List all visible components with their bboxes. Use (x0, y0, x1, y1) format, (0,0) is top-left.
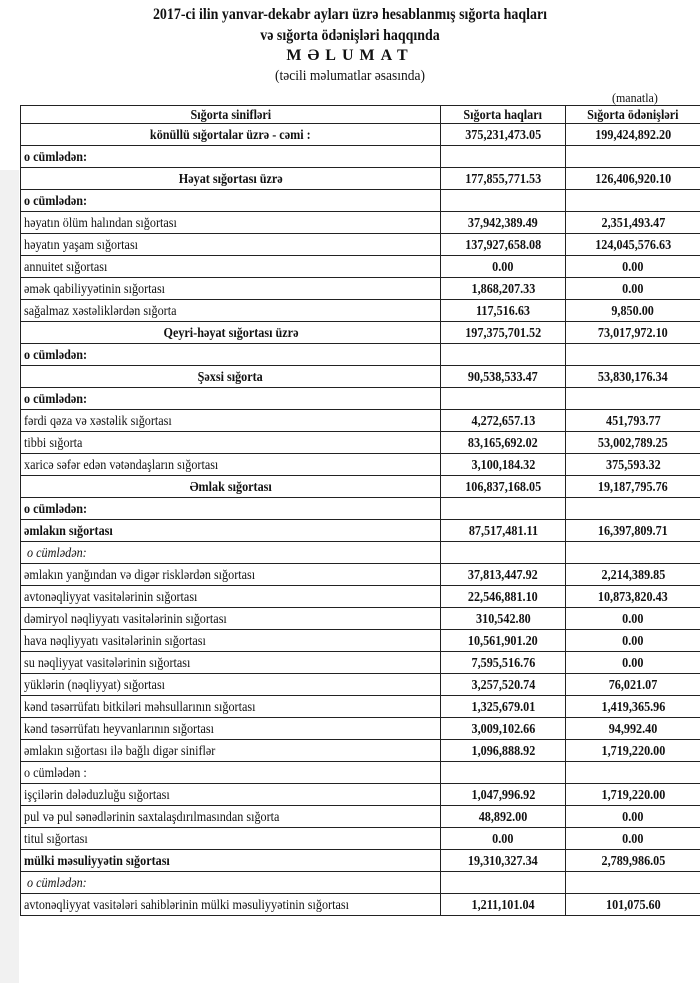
table-row (21, 212, 700, 234)
row-premiums: 37,942,389.49 (441, 212, 566, 234)
row-class-name: həyatın yaşam sığortası (21, 234, 441, 256)
table-row (21, 586, 700, 608)
row-payments: 2,351,493.47 (566, 212, 700, 234)
table-row (21, 718, 700, 740)
row-payments: 19,187,795.76 (566, 476, 700, 498)
row-premiums: 19,310,327.34 (441, 850, 566, 872)
row-payments: 1,719,220.00 (566, 740, 700, 762)
row-payments: 451,793.77 (566, 410, 700, 432)
row-payments: 76,021.07 (566, 674, 700, 696)
table-row (21, 828, 700, 850)
table-row (21, 234, 700, 256)
table-row (21, 674, 700, 696)
subtitle: (təcili məlumatlar əsasında) (275, 68, 425, 84)
row-premiums: 7,595,516.76 (441, 652, 566, 674)
row-class-name: o cümlədən: (21, 498, 441, 520)
table-row (21, 652, 700, 674)
table-row (21, 344, 700, 366)
table-row (21, 542, 700, 564)
row-premiums: 375,231,473.05 (441, 124, 566, 146)
table-row (21, 872, 700, 894)
row-premiums: 1,325,679.01 (441, 696, 566, 718)
row-class-name: su nəqliyyat vasitələrinin sığortası (21, 652, 441, 674)
row-class-name: Qeyri-həyat sığortası üzrə (21, 322, 441, 344)
row-payments (566, 190, 700, 212)
title-line-2: və sığorta ödənişləri haqqında (260, 27, 440, 44)
table-row (21, 696, 700, 718)
row-premiums: 48,892.00 (441, 806, 566, 828)
row-premiums: 106,837,168.05 (441, 476, 566, 498)
row-premiums (441, 762, 566, 784)
column-header-payments: Sığorta ödənişləri (566, 106, 700, 124)
row-payments: 73,017,972.10 (566, 322, 700, 344)
row-payments: 0.00 (566, 278, 700, 300)
row-premiums (441, 388, 566, 410)
row-payments (566, 872, 700, 894)
row-payments: 126,406,920.10 (566, 168, 700, 190)
table-row (21, 388, 700, 410)
table-row (21, 256, 700, 278)
row-class-name: dəmiryol nəqliyyatı vasitələrinin sığortası (21, 608, 441, 630)
row-premiums: 1,096,888.92 (441, 740, 566, 762)
row-payments: 199,424,892.20 (566, 124, 700, 146)
row-class-name: əmlakın sığortası ilə bağlı digər siniflər (21, 740, 441, 762)
row-premiums: 177,855,771.53 (441, 168, 566, 190)
table-row (21, 454, 700, 476)
row-premiums: 90,538,533.47 (441, 366, 566, 388)
row-class-name: titul sığortası (21, 828, 441, 850)
row-premiums (441, 542, 566, 564)
row-class-name: tibbi sığorta (21, 432, 441, 454)
table-row (21, 564, 700, 586)
column-header-premiums: Sığorta haqları (441, 106, 566, 124)
table-row (21, 168, 700, 190)
row-payments: 1,419,365.96 (566, 696, 700, 718)
row-class-name: avtonəqliyyat vasitələri sahiblərinin mülki məsuliyyətinin sığortası (21, 894, 441, 916)
table-row (21, 894, 700, 916)
row-premiums: 1,047,996.92 (441, 784, 566, 806)
row-class-name: xaricə səfər edən vətəndaşların sığortası (21, 454, 441, 476)
row-class-name: avtonəqliyyat vasitələrinin sığortası (21, 586, 441, 608)
row-premiums (441, 498, 566, 520)
title-line-3: MƏLUMAT (286, 47, 414, 64)
row-class-name: işçilərin dələduzluğu sığortası (21, 784, 441, 806)
table-row (21, 366, 700, 388)
row-class-name: o cümlədən: (21, 388, 441, 410)
table-row (21, 300, 700, 322)
table-row (21, 124, 700, 146)
table-row (21, 146, 700, 168)
row-payments: 0.00 (566, 806, 700, 828)
row-class-name: o cümlədən: (21, 190, 441, 212)
table-row (21, 850, 700, 872)
document-header (0, 4, 700, 86)
row-payments: 94,992.40 (566, 718, 700, 740)
row-payments: 0.00 (566, 608, 700, 630)
row-class-name: əmək qabiliyyətinin sığortası (21, 278, 441, 300)
table-body (21, 124, 700, 916)
row-class-name: əmlakın sığortası (21, 520, 441, 542)
row-class-name: o cümlədən: (21, 872, 441, 894)
row-class-name: o cümlədən: (21, 542, 441, 564)
row-payments: 53,830,176.34 (566, 366, 700, 388)
row-premiums (441, 190, 566, 212)
row-premiums (441, 146, 566, 168)
row-class-name: könüllü sığortalar üzrə - cəmi : (21, 124, 441, 146)
row-premiums: 310,542.80 (441, 608, 566, 630)
row-payments: 124,045,576.63 (566, 234, 700, 256)
row-payments (566, 344, 700, 366)
table-row (21, 410, 700, 432)
row-payments (566, 762, 700, 784)
row-payments: 9,850.00 (566, 300, 700, 322)
row-class-name: Həyat sığortası üzrə (21, 168, 441, 190)
row-class-name: kənd təsərrüfatı bitkiləri məhsullarının sığortası (21, 696, 441, 718)
row-premiums: 1,868,207.33 (441, 278, 566, 300)
table-row (21, 322, 700, 344)
row-class-name: o cümlədən: (21, 344, 441, 366)
table-row (21, 476, 700, 498)
left-margin-strip (0, 170, 19, 983)
row-premiums: 4,272,657.13 (441, 410, 566, 432)
row-premiums: 83,165,692.02 (441, 432, 566, 454)
row-payments: 375,593.32 (566, 454, 700, 476)
row-premiums: 3,257,520.74 (441, 674, 566, 696)
row-class-name: həyatın ölüm halından sığortası (21, 212, 441, 234)
insurance-table (20, 105, 700, 916)
row-premiums: 0.00 (441, 256, 566, 278)
row-payments: 101,075.60 (566, 894, 700, 916)
row-payments (566, 498, 700, 520)
row-premiums (441, 872, 566, 894)
table-row (21, 498, 700, 520)
table-header-row (21, 106, 700, 124)
table-row (21, 608, 700, 630)
row-class-name: annuitet sığortası (21, 256, 441, 278)
row-premiums: 10,561,901.20 (441, 630, 566, 652)
row-class-name: o cümlədən: (21, 146, 441, 168)
row-payments: 2,214,389.85 (566, 564, 700, 586)
row-premiums: 3,009,102.66 (441, 718, 566, 740)
row-premiums: 197,375,701.52 (441, 322, 566, 344)
row-premiums: 22,546,881.10 (441, 586, 566, 608)
row-premiums: 87,517,481.11 (441, 520, 566, 542)
row-payments: 2,789,986.05 (566, 850, 700, 872)
row-payments: 0.00 (566, 652, 700, 674)
row-premiums: 1,211,101.04 (441, 894, 566, 916)
row-class-name: pul və pul sənədlərinin saxtalaşdırılmasından sığorta (21, 806, 441, 828)
row-class-name: fərdi qəza və xəstəlik sığortası (21, 410, 441, 432)
row-class-name: əmlakın yanğından və digər risklərdən sığortası (21, 564, 441, 586)
row-payments (566, 542, 700, 564)
table-row (21, 190, 700, 212)
row-payments: 0.00 (566, 630, 700, 652)
table-row (21, 278, 700, 300)
row-premiums: 0.00 (441, 828, 566, 850)
row-payments: 0.00 (566, 828, 700, 850)
row-class-name: yüklərin (nəqliyyat) sığortası (21, 674, 441, 696)
row-payments: 53,002,789.25 (566, 432, 700, 454)
table-row (21, 740, 700, 762)
row-class-name: hava nəqliyyatı vasitələrinin sığortası (21, 630, 441, 652)
row-payments (566, 388, 700, 410)
row-premiums: 137,927,658.08 (441, 234, 566, 256)
row-class-name: o cümlədən : (21, 762, 441, 784)
row-premiums (441, 344, 566, 366)
table-row (21, 806, 700, 828)
row-payments: 0.00 (566, 256, 700, 278)
row-premiums: 117,516.63 (441, 300, 566, 322)
row-class-name: kənd təsərrüfatı heyvanlarının sığortası (21, 718, 441, 740)
row-premiums: 37,813,447.92 (441, 564, 566, 586)
row-class-name: mülki məsuliyyətin sığortası (21, 850, 441, 872)
column-header-class: Sığorta sinifləri (21, 106, 441, 124)
title-line-1: 2017-ci ilin yanvar-dekabr ayları üzrə hesablanmış sığorta haqları (152, 6, 548, 23)
row-class-name: sağalmaz xəstəliklərdən sığorta (21, 300, 441, 322)
row-class-name: Şəxsi sığorta (21, 366, 441, 388)
table-row (21, 630, 700, 652)
row-payments: 16,397,809.71 (566, 520, 700, 542)
table-row (21, 432, 700, 454)
table-row (21, 520, 700, 542)
row-payments (566, 146, 700, 168)
unit-label: (manatla) (612, 90, 659, 105)
row-payments: 1,719,220.00 (566, 784, 700, 806)
row-class-name: Əmlak sığortası (21, 476, 441, 498)
row-payments: 10,873,820.43 (566, 586, 700, 608)
table-row (21, 784, 700, 806)
row-premiums: 3,100,184.32 (441, 454, 566, 476)
table-row (21, 762, 700, 784)
